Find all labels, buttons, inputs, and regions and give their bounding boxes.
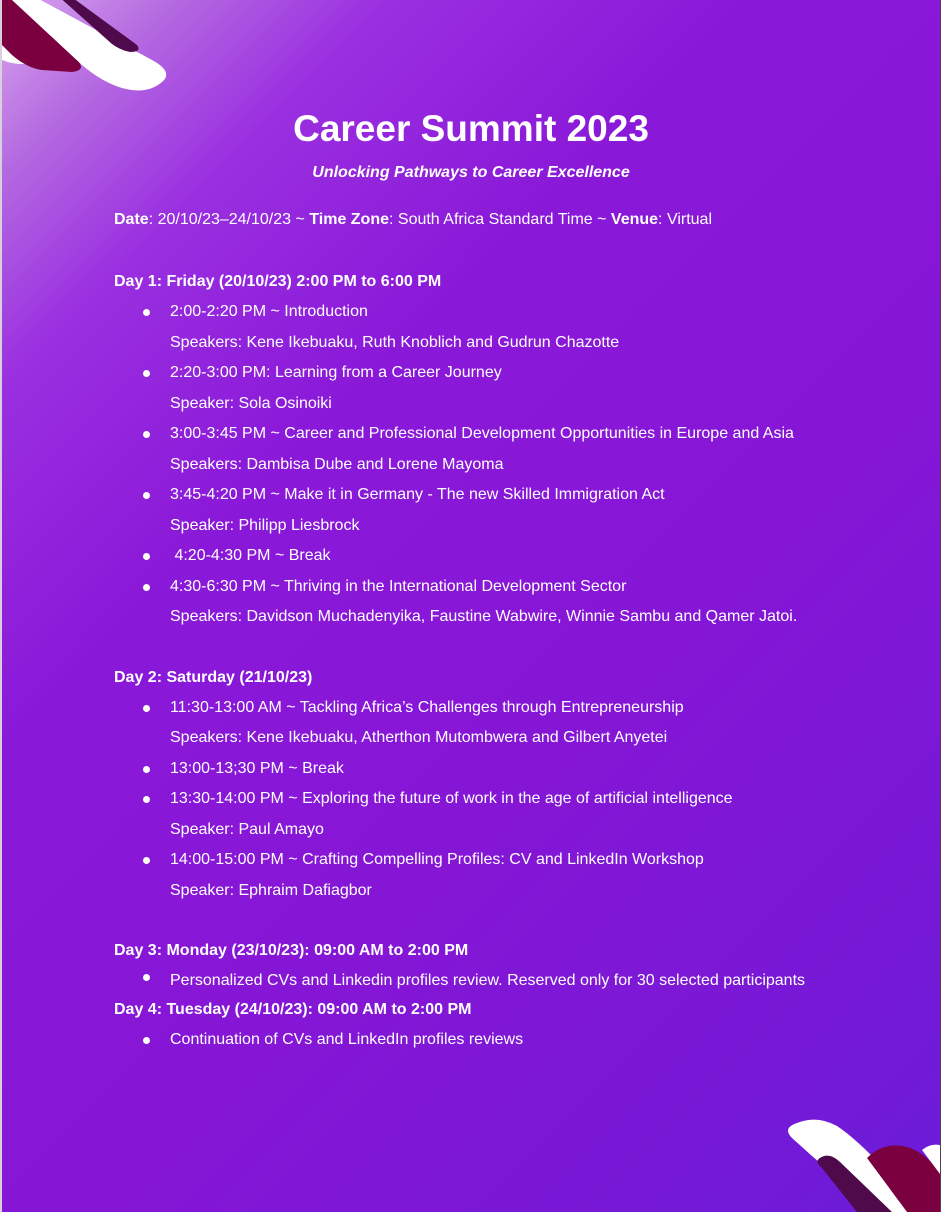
bullet-icon: [143, 584, 150, 591]
bullet-icon: [143, 492, 150, 499]
bullet-icon: [143, 553, 150, 560]
bullet-icon: [143, 431, 150, 438]
list-item: [114, 1029, 834, 1060]
bullet-icon: [143, 309, 150, 316]
list-item: [114, 849, 834, 910]
session-list: [114, 966, 834, 997]
session-speakers: Speakers: Kene Ikebuaku, Ruth Knoblich and Gudrun Chazotte: [170, 333, 620, 351]
day-heading: Day 3: Monday (23/10/23): 09:00 AM to 2:00 PM: [114, 942, 469, 959]
bullet-icon: [143, 857, 150, 864]
session-title: 3:00-3:45 PM ~ Career and Professional Development Opportunities in Europe and Asia: [170, 425, 794, 442]
bullet-icon: [143, 370, 150, 377]
session-title: Personalized CVs and Linkedin profiles review. Reserved only for 30 selected participants: [170, 972, 806, 989]
decorative-stripes-bottom-right-icon: [782, 1118, 941, 1212]
session-title: 11:30-13:00 AM ~ Tackling Africa’s Challenges through Entrepreneurship: [170, 698, 684, 716]
session-title: 2:00-2:20 PM ~ Introduction: [170, 303, 368, 320]
session-speakers: Speaker: Sola Osinoiki: [170, 394, 332, 412]
bullet-icon: [143, 1037, 150, 1044]
session-title: 13:00-13;30 PM ~ Break: [170, 759, 344, 777]
list-item: [114, 484, 834, 545]
list-item: [114, 362, 834, 423]
session-title: 3:45-4:20 PM ~ Make it in Germany - The new Skilled Immigration Act: [170, 486, 665, 503]
page-title: Career Summit 2023: [293, 108, 649, 149]
page-subtitle: Unlocking Pathways to Career Excellence: [312, 164, 630, 181]
venue-value: : Virtual: [658, 211, 712, 228]
list-item: [114, 697, 834, 758]
session-speakers: Speakers: Dambisa Dube and Lorene Mayoma: [170, 455, 504, 473]
list-item: [114, 545, 834, 576]
venue-label: Venue: [610, 211, 659, 228]
decorative-stripes-top-left-icon: [2, 0, 177, 100]
day-heading: Day 1: Friday (20/10/23) 2:00 PM to 6:00 PM: [114, 273, 442, 290]
session-list: [114, 1029, 834, 1060]
bullet-icon: [143, 974, 150, 981]
list-item: [114, 758, 834, 789]
date-value: : 20/10/23–24/10/23 ~: [148, 211, 310, 228]
date-label: Date: [114, 211, 149, 228]
session-list: [114, 697, 834, 911]
session-list: [114, 301, 834, 637]
session-speakers: Speaker: Ephraim Dafiagbor: [170, 881, 372, 899]
session-speakers: Speaker: Paul Amayo: [170, 820, 324, 838]
session-title: 4:20-4:30 PM ~ Break: [170, 547, 331, 564]
timezone-value: : South Africa Standard Time ~: [389, 211, 611, 228]
bullet-icon: [143, 796, 150, 803]
session-title: 4:30-6:30 PM ~ Thriving in the International Development Sector: [170, 577, 627, 595]
list-item: [114, 966, 834, 997]
session-speakers: Speaker: Philipp Liesbrock: [170, 516, 360, 534]
session-speakers: Speakers: Davidson Muchadenyika, Faustine Wabwire, Winnie Sambu and Qamer Jatoi.: [170, 608, 798, 625]
schedule: [114, 271, 834, 1059]
list-item: [114, 576, 834, 637]
session-title: Continuation of CVs and LinkedIn profiles reviews: [170, 1030, 524, 1048]
session-title: 2:20-3:00 PM: Learning from a Career Journey: [170, 364, 502, 381]
list-item: [114, 788, 834, 849]
event-meta: [114, 211, 712, 229]
session-title: 13:30-14:00 PM ~ Exploring the future of work in the age of artificial intelligence: [170, 790, 733, 807]
list-item: [114, 423, 834, 484]
list-item: [114, 301, 834, 362]
timezone-label: Time Zone: [309, 211, 389, 228]
day-heading: Day 4: Tuesday (24/10/23): 09:00 AM to 2:00 PM: [114, 1000, 472, 1018]
day-heading: Day 2: Saturday (21/10/23): [114, 668, 313, 686]
bullet-icon: [143, 766, 150, 773]
bullet-icon: [143, 705, 150, 712]
session-speakers: Speakers: Kene Ikebuaku, Atherthon Mutombwera and Gilbert Anyetei: [170, 729, 668, 746]
session-title: 14:00-15:00 PM ~ Crafting Compelling Profiles: CV and LinkedIn Workshop: [170, 851, 704, 868]
